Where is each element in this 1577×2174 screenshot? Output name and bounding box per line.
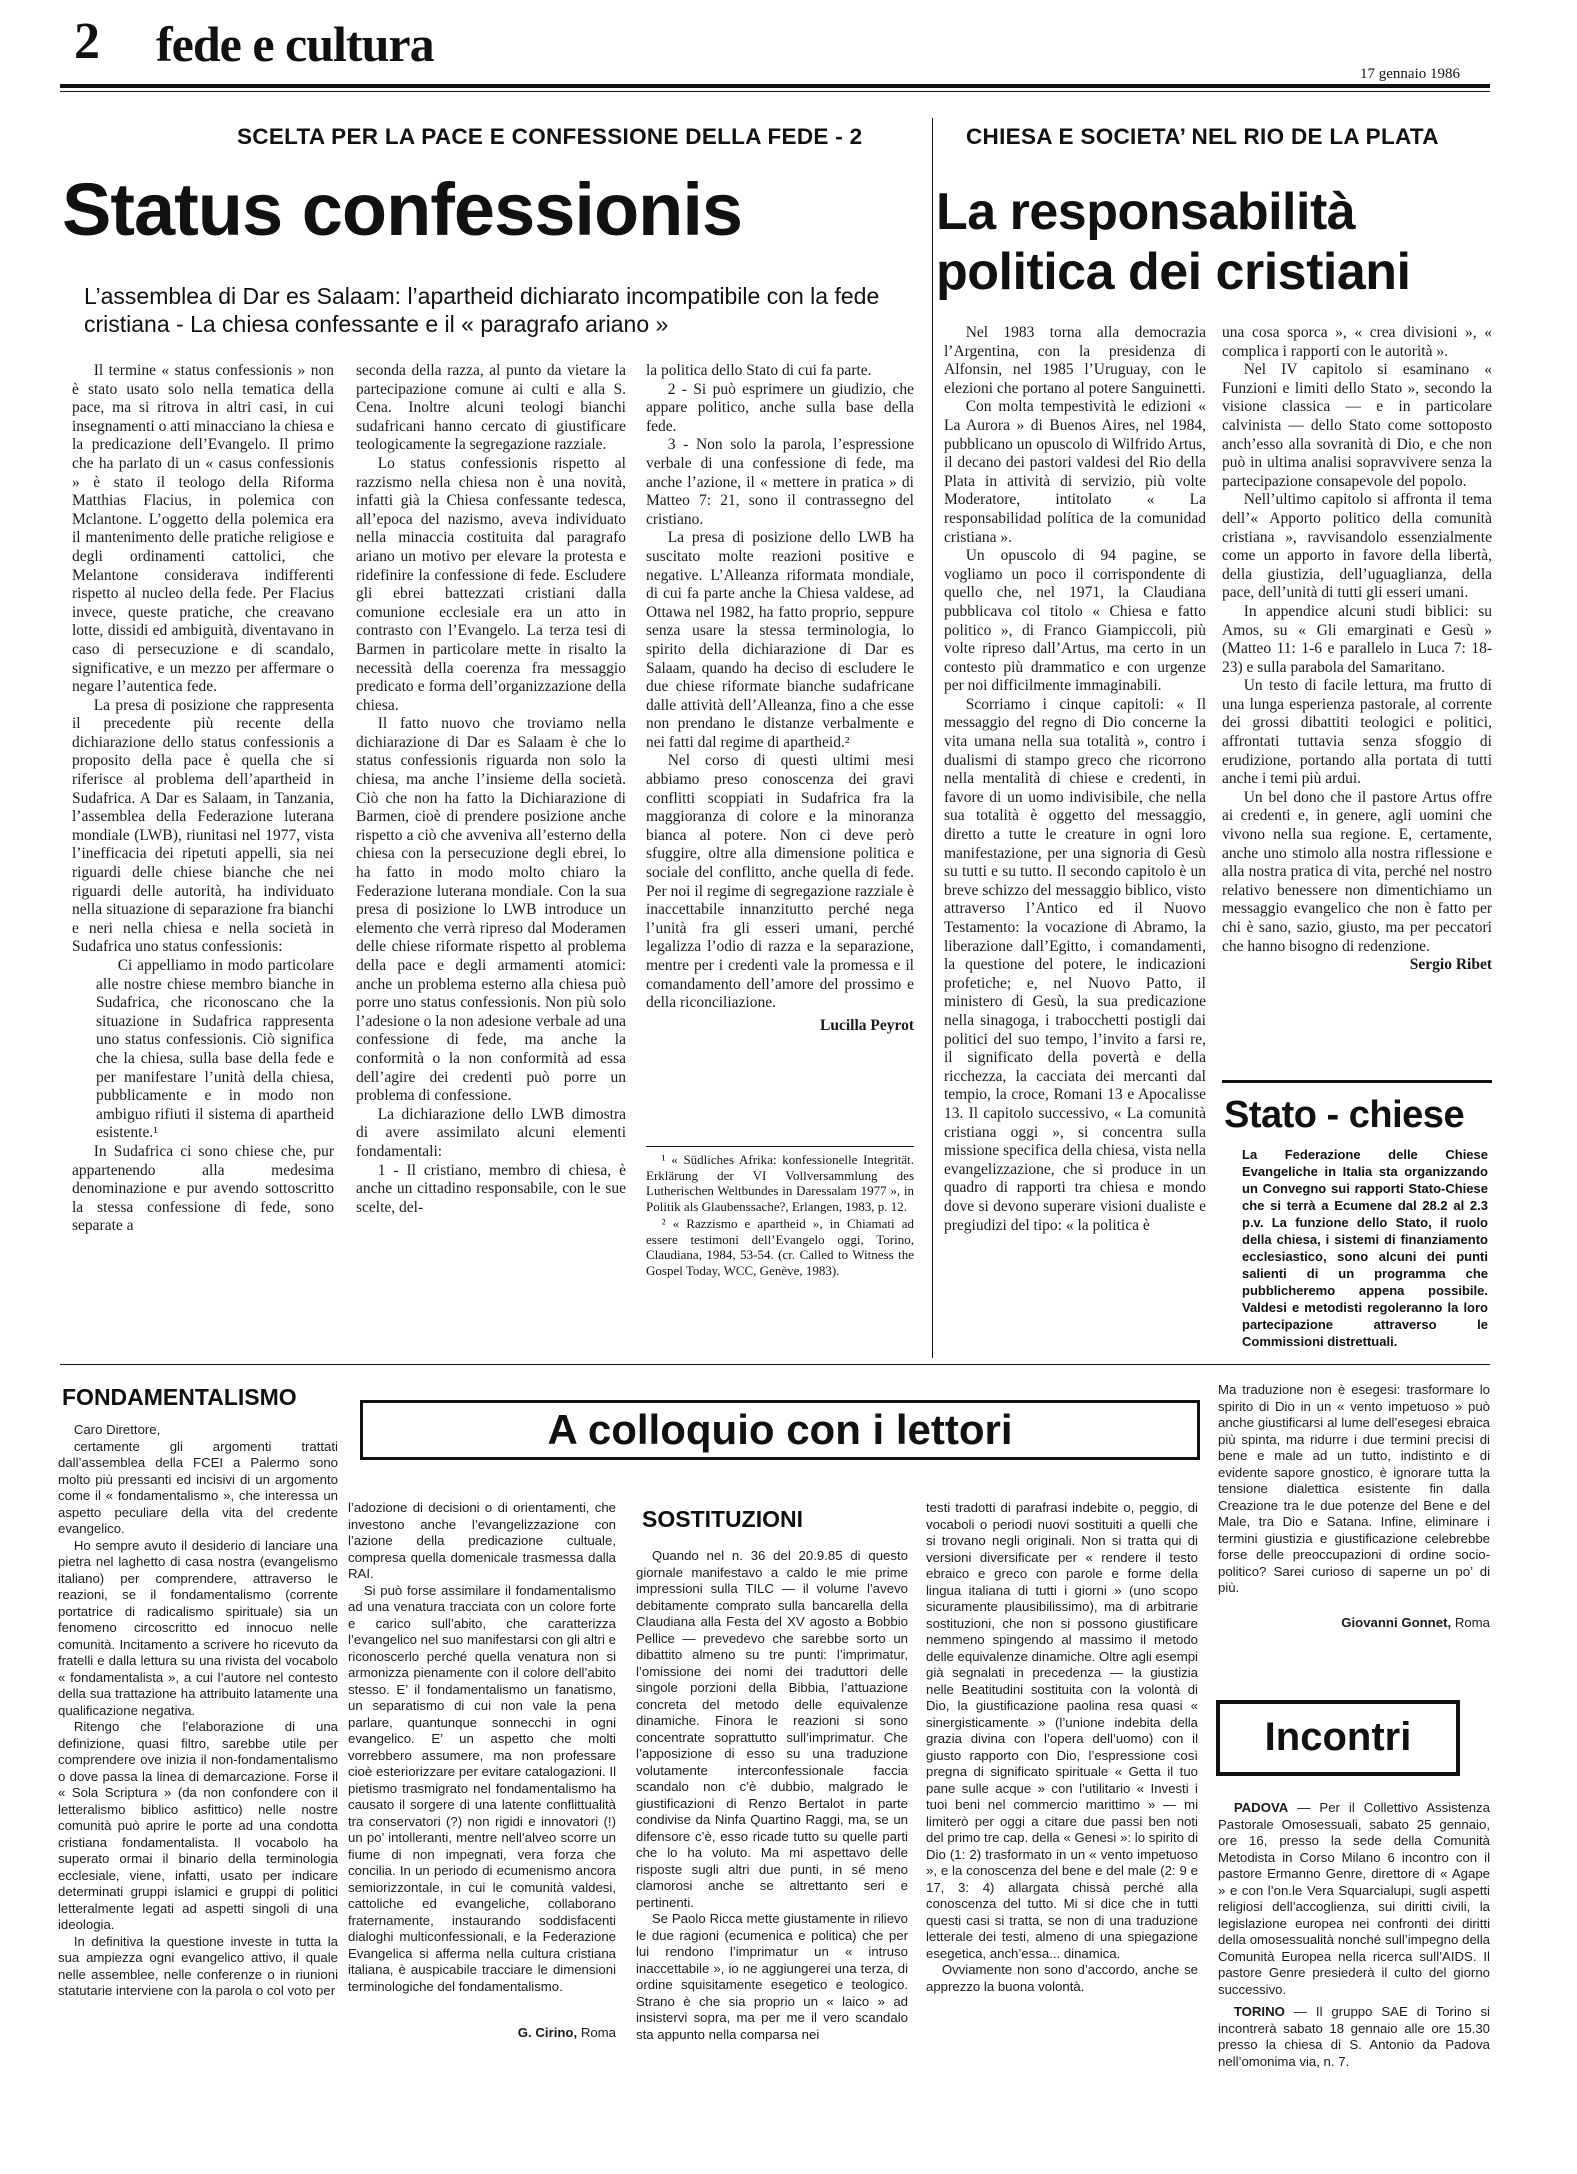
incontri-city: TORINO bbox=[1233, 2004, 1285, 2019]
letters-top-rule bbox=[60, 1364, 1490, 1365]
left-article-title: Status confessionis bbox=[62, 168, 743, 251]
section-title: fede e cultura bbox=[156, 16, 434, 72]
paragraph: Con molta tempestività le edizioni « La Aurora » di Buenos Aires, nel 1984, pubblicano un opuscolo di Wilfrido Artus, il decano dei pastori valdesi del Rio della Plata in attività di servizio, più volte Moderatore, intitolato « La responsabilidad política de la comunidad cristiana ». bbox=[944, 398, 1206, 546]
paragraph: Un testo di facile lettura, ma frutto di una lunga esperienza pastorale, al corrente dei grossi dibattiti teologici e politici, affrontati tuttavia senza sfoggio di erudizione, portando alla portata di tutti anche i temi più ardui. bbox=[1222, 677, 1492, 788]
paragraph: Il fatto nuovo che troviamo nella dichiarazione di Dar es Salaam è che lo status confessionis riguarda non solo la chiesa, ma anche l’insieme della società. Ciò che non ha fatto la Dichiarazione di Barmen, cioè di prendere posizione anche rispetto a ciò che avveniva all’esterno della chiesa con la persecuzione degli ebrei, lo ha fatto in modo molto chiaro la Federazione luterana mondiale. Con la sua presa di posizione lo LWB introduce un elemento che verrà ripreso dal Moderamen delle chiese riformate rispetto al problema della pace e degli armamenti atomici: anche un problema esterno alla chiesa può porre uno status confessionis. Non più solo l’adesione o la non adesione verbale ad una confessione di fede, ma anche la conformità o la non conformità ad essa dell’agire dei credenti può porre un problema di confessione. bbox=[356, 715, 626, 1105]
paragraph: seconda della razza, al punto da vietare la partecipazione comune ai culti e alla S. Cena. Inoltre alcuni teologi bianchi sudafricani hanno cercato di giustificare teologicamente la segregazione razziale. bbox=[356, 362, 626, 454]
fondamentalismo-col1 bbox=[58, 1422, 338, 2000]
incontri-title: Incontri bbox=[1216, 1700, 1460, 1776]
signature-city: Roma bbox=[580, 2025, 616, 2040]
sostituzioni-col3 bbox=[1218, 1382, 1490, 1631]
right-article-col2 bbox=[1222, 324, 1492, 975]
left-article-signature: Lucilla Peyrot bbox=[820, 1016, 914, 1034]
paragraph: 2 - Si può esprimere un giudizio, che appare politico, anche sulla base della fede. bbox=[646, 380, 914, 435]
incontri-city: PADOVA bbox=[1233, 1800, 1289, 1815]
footnote-divider bbox=[646, 1146, 914, 1147]
left-article-col2 bbox=[356, 362, 626, 1217]
paragraph: Quando nel n. 36 del 20.9.85 di questo giornale manifestavo a caldo le mie prime impressioni sulla TILC — il volume l’avevo debitamente comprato sulla bancarella della Claudiana alla Festa del XV agosto a Bobbio Pellice — prevedevo che sarebbe sorto un dibattito almeno su tre punti: l’imprimatur, l’omissione dei nomi dei traduttori delle singole porzioni della Bibbia, l’attuazione concreta del metodo delle equivalenze dinamiche. Finora le reazioni si sono concentrate soprattutto sull’imprimatur. Che l’apposizione di esso su una traduzione volutamente interconfessionale faccia scandalo non c’è dubbio, malgrado le giustificazioni di Renzo Bertalot in parte condivise da Ninfa Quartino Raggi, ma, se un difensore c’è, esso ricade tutto su quelle parti che lo ha voluto. Ma mi aspettavo delle risposte sugli altri due punti, in sé meno clamorosi anche se altrettanto seri e pertinenti. bbox=[636, 1548, 908, 1910]
signature-name: G. Cirino, bbox=[517, 2025, 578, 2040]
signature-name: Giovanni Gonnet, bbox=[1341, 1614, 1452, 1630]
sostituzioni-signature bbox=[1218, 1615, 1490, 1632]
paragraph: Nell’ultimo capitolo si affronta il tema dell’« Apporto politico della comunità cristiana », ravvisandolo essenzialmente come un apporto in favore della libertà, della giustizia, dell’uguaglianza, della pace, dell’unità di tutti gli esseri umani. bbox=[1222, 491, 1492, 602]
left-article-subtitle: L’assemblea di Dar es Salaam: l’apartheid dichiarato incompatibile con la fede cristiana - La chiesa confessante e il « paragrafo ariano » bbox=[84, 283, 880, 337]
right-title-line1: La responsabilità bbox=[936, 183, 1356, 241]
fondamentalismo-col2 bbox=[348, 1500, 616, 2042]
issue-date: 17 gennaio 1986 bbox=[1360, 66, 1460, 82]
paragraph: la politica dello Stato di cui fa parte. bbox=[646, 362, 872, 379]
incontri-list bbox=[1218, 1800, 1490, 2070]
paragraph: testi tradotti di parafrasi indebite o, peggio, di vocaboli o periodi nuovi sostituiti a quelli che si trovano negli originali. Non si tratta qui di versioni diversificate per « rendere il testo ebraico e greco con parole e forme della lingua italiana di tutti i giorni » (uno scopo sicuramente plausibilissimo), ma di arbitrarie sostituzioni, che non si possono giustificare nemmeno spingendo al massimo il metodo delle equivalenze dinamiche. Oltre agli esempi già segnalati in precedenza — la giustizia nelle Beatitudini sostituita con la volontà di Dio, la giustificazione paolina resa quasi « sinergisticamente » (l’unione indebita della grazia divina con l’opera dell’uomo) con il giusto rapporto con Dio, l’espressione così pregna di significato spirituale « Getta il tuo pane sulle acque » con l’utilitario « Investi i tuoi beni nel commercio marittimo » — mi limiterò per oggi a citare due passi ben noti del primo tre cap. della « Genesi »: lo spirito di Dio (1: 2) trasformato in un « vento impetuoso », e la conoscenza del bene e del male (2: 9 e 17, 3: 4) allargata chissà perché alla conoscenza del tutto. Mi si dice che in tutti questi casi si tratta, se non di una traduzione letterale dei testi, almeno di una spiegazione esegetica, anch’essa... dinamica. bbox=[926, 1500, 1198, 1961]
paragraph: Ritengo che l’elaborazione di una definizione, quasi filtro, sarebbe utile per comprendere ove inizia il non-fondamentalismo o dove passa la linea di demarcazione. Forse il « Sola Scriptura » (da non confondere con il letteralismo biblico asfittico) nelle nostre comunità può aprire le porte ad una condotta cristiana fondamentalista. Il vocabolo ha superato ormai il binario della terminologia ecclesiale, viene, infatti, usato per indicare determinati gruppi islamici e gruppi di politici letteralmente legati ad aspetti singoli di una ideologia. bbox=[58, 1719, 338, 1932]
incontri-text: — Per il Collettivo Assistenza Pastorale Omosessuali, sabato 25 gennaio, ore 16, presso la sede della Comunità Metodista in Corso Milano 6 incontro con il pastore Ermanno Genre, direttore di « Agape » e con l’on.le Vera Squarcialupi, sugli aspetti religiosi dell’accoglienza, sui diritti civili, la legislazione europea nei confronti dei diritti della omosessualità nonché sull’impegno della Comunità Europea nella ricerca sull’AIDS. Il pastore Genre presiederà il culto del giorno successivo. bbox=[1218, 1800, 1490, 1997]
paragraph: In appendice alcuni studi biblici: su Amos, su « Gli emarginati e Gesù » (Matteo 11: 1-6 e parallelo in Luca 7: 18-23) e sulla parabola del Samaritano. bbox=[1222, 602, 1492, 676]
paragraph: una cosa sporca », « crea divisioni », « complica i rapporti con le autorità ». bbox=[1222, 324, 1492, 360]
left-article-kicker: SCELTA PER LA PACE E CONFESSIONE DELLA FEDE - 2 bbox=[237, 124, 863, 149]
paragraph: Scorriamo i cinque capitoli: « Il messaggio del regno di Dio concerne la vita umana nella sua totalità », contro i dualismi di stampo greco che ricorrono nella mentalità di chiese e credenti, in favore di un uomo indivisibile, che nella sua totalità è oggetto del messaggio, diretto a tutte le creature in ogni loro manifestazione, per una signoria di Gesù su tutti e su tutto. Il secondo capitolo è un breve schizzo del messaggio biblico, visto attraverso l’Antico ed il Nuovo Testamento: la vocazione di Abramo, la liberazione dall’Egitto, i comandamenti, la questione del potere, le indicazioni profetiche; e, nel Nuovo Patto, il ministero di Gesù, la sua predicazione nella sinagoga, i trabocchetti postigli dai politici del suo tempo, l’invito a farsi re, il significato della povertà e della ricchezza, la cacciata dei mercanti dal tempio, la croce, Romani 13 e Apocalisse 13. Il capitolo successivo, « La comunità cristiana oggi », si concentra sulla missione specifica della chiesa, vista nella evangelizzazione, che si produce in un quadro di rapporti tra chiesa e mondo dove si devono superare visioni dualiste e pregiudizi del tipo: « la politica è bbox=[944, 695, 1206, 1234]
paragraph: La presa di posizione dello LWB ha suscitato molte reazioni positive e negative. L’Alleanza riformata mondiale, di cui fa parte anche la Chiesa valdese, ad Ottawa nel 1982, ha fatto proprio, seppure senza usare la stessa terminologia, lo spirito della dichiarazione di Dar es Salaam, quando ha deciso di escludere le due chiese riformate bianche sudafricane dalle attività dell’Alleanza, fino a che esse non prendano le distanze verbalmente e nei fatti dal regime di apartheid.² bbox=[646, 529, 914, 751]
incontri-item bbox=[1218, 2004, 1490, 2070]
masthead-rule-thin bbox=[60, 91, 1490, 92]
letters-banner: A colloquio con i lettori bbox=[360, 1400, 1200, 1460]
paragraph: Ovviamente non sono d’accordo, anche se apprezzo la buona volontà. bbox=[926, 1962, 1198, 1994]
quotation: Ci appelliamo in modo particolare alle nostre chiese membro bianche in Sudafrica, che riconoscano che la situazione in Sudafrica rappresenta uno status confessionis. Ciò significa che la chiesa, sulla base della fede e per manifestare l’unità della chiesa, pubblicamente e in modo non ambiguo rifiuti il sistema di apartheid esistente.¹ bbox=[96, 957, 334, 1142]
column-divider bbox=[932, 118, 933, 1358]
paragraph: 3 - Non solo la parola, l’espressione verbale di una confessione di fede, ma anche l’azione, il « mettere in pratica » di Matteo 7: 21, sono il contrassegno del cristiano. bbox=[646, 436, 914, 528]
stato-chiese-body: La Federazione delle Chiese Evangeliche in Italia sta organizzando un Convegno sui rapporti Stato-Chiese che si terrà a Ecumene dal 28.2 al 2.3 p.v. La funzione dello Stato, il ruolo della chiesa, i sistemi di finanziamento ecclesiastico, sono alcuni dei punti salienti di un programma che pubblicheremo appena possibile. Valdesi e metodisti regoleranno la loro partecipazione attraverso le Commissioni distrettuali. bbox=[1242, 1147, 1488, 1349]
footnote: ² « Razzismo e apartheid », in Chiamati ad essere testimoni dell’Evangelo oggi, Torino, Claudiana, 1984, 53-54. (cr. Called to Witness the Gospel Today, WCC, Genève, 1983). bbox=[646, 1216, 914, 1278]
sostituzioni-col2 bbox=[926, 1500, 1198, 1995]
right-article-col1 bbox=[944, 324, 1206, 1235]
paragraph: Ma traduzione non è esegesi: trasformare lo spirito di Dio in un « vento impetuoso » può anche giustificarsi al lume dell’esegesi ebraica più spinta, ma ridurre i due termini precisi di bene e male ad un tutto, indistinto e di evidente sapore gnostico, è ignorare tutta la tensione dialettica esistente fin dalla Creazione tra le due potenze del Bene e del Male, tra Dio e Satana. Infine, eliminare i termini giustizia e giustificazione celebrebbe forse delle preoccupazioni di ordine socio-politico? Sarei curioso di saperne un po’ di più. bbox=[1218, 1382, 1490, 1595]
paragraph: In definitiva la questione investe in tutta la sua ampiezza ogni evangelico attivo, il quale nelle assemblee, nelle conferenze o in riunioni statutarie interviene con la parola o col voto per bbox=[58, 1933, 338, 1998]
footnote: ¹ « Südliches Afrika: konfessionelle Integrität. Erklärung der VI Vollversammlung des Lutherischen Weltbundes in Daressalam 1977 », in Politik als Glaubenssache?, Erlangen, 1983, p. 12. bbox=[646, 1152, 914, 1214]
masthead-rule bbox=[60, 84, 1490, 88]
left-article-col1 bbox=[72, 362, 334, 1236]
stato-chiese-title: Stato - chiese bbox=[1224, 1094, 1465, 1136]
paragraph: Caro Direttore, bbox=[73, 1422, 161, 1437]
left-article-footnotes bbox=[646, 1152, 914, 1280]
incontri-text: — Il gruppo SAE di Torino si incontrerà sabato 18 gennaio alle ore 15.30 presso la chiesa di S. Antonio da Padova nell’omonima via, n. 7. bbox=[1218, 2004, 1490, 2069]
right-article-kicker: CHIESA E SOCIETA’ NEL RIO DE LA PLATA bbox=[966, 124, 1439, 149]
page-number: 2 bbox=[74, 13, 100, 70]
paragraph: La dichiarazione dello LWB dimostra di avere assimilato alcuni elementi fondamentali: bbox=[356, 1105, 626, 1160]
paragraph: Nel 1983 torna alla democrazia l’Argentina, con la presidenza di Alfonsin, nel 1985 l’Uruguay, con le elezioni che portano al potere Sanguinetti. bbox=[944, 324, 1206, 397]
paragraph: Se Paolo Ricca mette giustamente in rilievo le due ragioni (ecumenica e politica) che per lui rendono l’imprimatur un « intruso inaccettabile », io ne aggiungerei una terza, di ordine squisitamente esegetico e teologico. Strano è che sia proprio un « laico » ad insistervi sopra, ma per me il vero scandalo sta appunto nella comparsa nei bbox=[636, 1911, 908, 2042]
paragraph: In Sudafrica ci sono chiese che, pur appartenendo alla medesima denominazione e pur avendo sottoscritto la stessa confessione di fede, sono separate a bbox=[72, 1142, 334, 1235]
stato-chiese-top-rule bbox=[1222, 1080, 1492, 1083]
paragraph: Nel IV capitolo si esaminano « Funzioni e limiti dello Stato », secondo la visione classica — e in particolare calvinista — dello Stato come sottoposto anch’esso alla sovranità di Dio, e che non può in ultima analisi sopravvivere senza la partecipazione consapevole del popolo. bbox=[1222, 361, 1492, 490]
right-article-signature: Sergio Ribet bbox=[1409, 956, 1492, 974]
paragraph: Nel corso di questi ultimi mesi abbiamo preso conoscenza dei gravi conflitti scoppiati in Sudafrica fra la maggioranza di colore e la minoranza bianca al potere. Non ci deve però sfuggire, oltre alla dimensione politica e sociale del conflitto, anche quella di fede. Per noi il regime di segregazione razziale è inaccettabile innanzitutto perché nega l’unità fra gli esseri umani, perché legalizza l’odio di razza e la separazione, mentre per i credenti vale la promessa e il comandamento dell’amore del prossimo e della riconciliazione. bbox=[646, 752, 914, 1012]
paragraph: 1 - Il cristiano, membro di chiesa, è anche un cittadino responsabile, con le sue scelte, del- bbox=[356, 1161, 626, 1216]
paragraph: Il termine « status confessionis » non è stato usato solo nella tematica della pace, ma si ritrova in altri casi, in cui insegnamenti o atti minacciano la chiesa e la predicazione dell’Evangelo. Il primo che ha parlato di un « casus confessionis » è stato il teologo della Riforma Matthias Flacius, in polemica con Mclantone. L’oggetto della polemica era il mantenimento delle pratiche religiose e degli ordinamenti cattolici, che Melantone considerava indifferenti rispetto al nucleo della fede. Per Flacius invece, queste pratiche, che creavano lotte, dissidi ed ambiguità, diventavano in caso di persecuzione e di scandalo, significative, e un mezzo per affermare o negare l’autentica fede. bbox=[72, 362, 334, 696]
signature-city: Roma bbox=[1454, 1614, 1490, 1630]
paragraph: l’adozione di decisioni o di orientamenti, che investono anche l’evangelizzazione con l’azione della predicazione cultuale, compresa quella domenicale trasmessa dalla RAI. bbox=[348, 1500, 616, 1581]
right-title-line2: politica dei cristiani bbox=[936, 243, 1411, 301]
incontri-item bbox=[1218, 1800, 1490, 1998]
paragraph: Lo status confessionis rispetto al razzismo nella chiesa non è una novità, infatti già la Chiesa confessante tedesca, all’epoca del nazismo, aveva individuato nella minaccia costituita dal paragrafo ariano un motivo per elevare la protesta e ridefinire la confessione di fede. Escludere gli ebrei battezzati cristiani dalla comunione ecclesiale era un atto in contrasto con l’Evangelo. La terza tesi di Barmen in particolare mette in risalto la necessità della coerenza fra messaggio predicato e forma dell’organizzazione della chiesa. bbox=[356, 454, 626, 714]
fondamentalismo-signature bbox=[348, 2025, 616, 2042]
sostituzioni-title: SOSTITUZIONI bbox=[642, 1506, 803, 1532]
paragraph: Un bel dono che il pastore Artus offre ai credenti e, in genere, agli uomini che vivono nella sua regione. E, certamente, anche uno stimolo alla nostra riflessione e alla nostra pratica di vita, perché nel nostro relativo benessere non dimentichiamo un messaggio evangelico che non è fatto per chi è sano, sazio, giusto, ma per peccatori che hanno bisogno di redenzione. bbox=[1222, 788, 1492, 955]
fondamentalismo-title: FONDAMENTALISMO bbox=[62, 1384, 297, 1410]
paragraph: Ho sempre avuto il desiderio di lanciare una pietra nel laghetto di casa nostra (evangelismo italiano) per comprendere, attraverso le reazioni, se il fondamentalismo (corrente portatrice di radicalismo spirituale) sia un fenomeno circoscritto ed innocuo nelle comunità. Incitamento a scrivere ho ricevuto da fratelli e dalla lettura su una rivista del vocabolo « fondamentalista », a cui l’autore nel contesto della sua trattazione ha attribuito latamente una qualificazione negativa. bbox=[58, 1537, 338, 1718]
paragraph: Si può forse assimilare il fondamentalismo ad una venatura tracciata con un colore forte e carico sull’abito, che caratterizza l’evangelico nel suo manifestarsi con gli altri e riconoscerlo perché quella venatura non si armonizza pienamente con il colore dell’abito stesso. E’ il fondamentalismo un fanatismo, un separatismo di cui non vale la pena parlare, quantunque sonnecchi in ogni evangelico. E’ un aspetto che molti vorrebbero assumere, ma non professare cioè esteriorizzare per evitare catalogazioni. Il pietismo trasmigrato nel fondamentalismo ha causato il sorgere di una latente conflittualità tra conservatori (?) non rigidi e innovatori (!) un po’ intolleranti, mentre nell’alveo scorre un fiume di non impegnati, vera forza che concilia. In un periodo di ecumenismo ancora semiorizzontale, in cui le comunità valdesi, cattoliche ed evangeliche, collaborano fraternamente, instaurando soddisfacenti dialoghi multiconfessionali, e la Federazione Evangelica si afferma nella cultura cristiana italiana, è auspicabile tracciare le dimensioni terminologiche del fondamentalismo. bbox=[348, 1582, 616, 1994]
left-article-col3 bbox=[646, 362, 914, 1035]
paragraph: certamente gli argomenti trattati dall’assemblea della FCEI a Palermo sono molto più pressanti ed incisivi di un argomento come il « fondamentalismo », che interessa un aspetto peculiare della vita del credente evangelico. bbox=[58, 1438, 338, 1536]
right-article-title bbox=[936, 182, 1496, 302]
paragraph: La presa di posizione che rappresenta il precedente più recente della dichiarazione dello status confessionis a proposito della pace è quella che si riferisce al problema dell’apartheid in Sudafrica. A Dar es Salaam, in Tanzania, l’assemblea della Federazione luterana mondiale (LWB), riunitasi nel 1977, vista l’inefficacia dei ripetuti appelli, sia nei riguardi delle chiese bianche che nei riguardi delle autorità, ha individuato nella situazione di separazione fra bianchi e neri nella chiesa e nella società in Sudafrica uno status confessionis: bbox=[72, 696, 334, 956]
paragraph: Un opuscolo di 94 pagine, se vogliamo un poco il corrispondente di quello che, nel 1971, la Claudiana pubblicava col titolo « Chiesa e fatto politico », di Franco Giampiccoli, più volte ripreso dall’Artus, ma certo in un contesto più drammatico e con urgenze per noi difficilmente immaginabili. bbox=[944, 547, 1206, 695]
sostituzioni-col1 bbox=[636, 1548, 908, 2043]
